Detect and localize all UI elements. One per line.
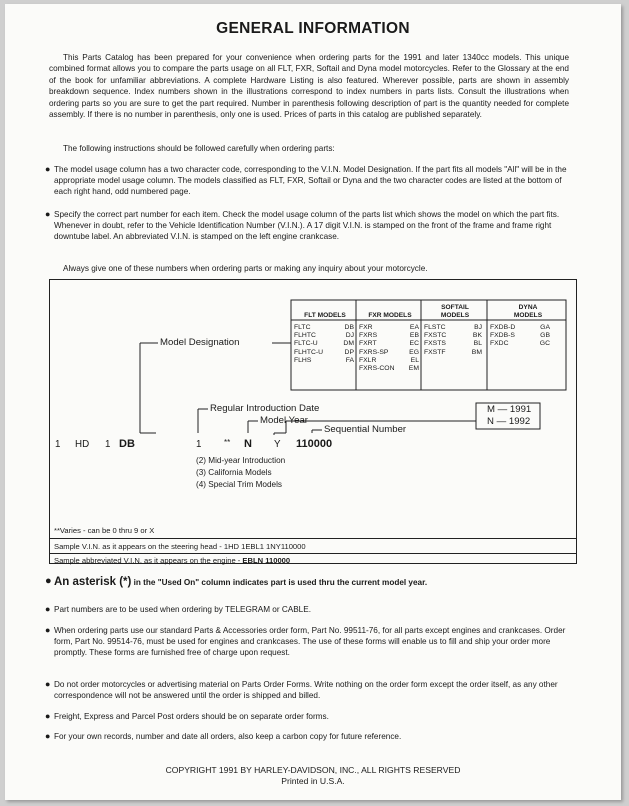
always-give-note: Always give one of these numbers when ordering parts or making any inquiry about your motorcycle.	[63, 264, 428, 273]
bullet-icon: ●	[45, 679, 51, 689]
model-code: BL	[473, 340, 482, 348]
sample-vin: Sample V.I.N. as it appears on the steering head - 1HD 1EBL1 1NY110000	[54, 542, 306, 551]
fxr-model-list	[359, 324, 419, 373]
vin-part: DB	[119, 438, 135, 450]
varies-note: **Varies - can be 0 thru 9 or X	[54, 526, 155, 535]
model-row	[490, 340, 550, 348]
bullet-icon: ●	[45, 164, 51, 174]
model-row	[359, 332, 419, 340]
bullet-icon: ●	[45, 209, 51, 219]
model-code: GA	[540, 324, 550, 331]
page-title: GENERAL INFORMATION	[216, 20, 410, 37]
model-row	[294, 357, 354, 365]
model-row	[359, 357, 419, 365]
model-name: FLHTC	[294, 332, 316, 340]
model-row	[359, 349, 419, 357]
asterisk-note: ● An asterisk (*) in the "Used On" column indicates part is used thru the current model year.	[45, 575, 428, 588]
bullet-order-forms: ● When ordering parts use our standard Parts & Accessories order form, Part No. 99511-76, for all parts except engines and crankcases. Order form, Part No. 99514-76, must be used for engines and crankcases. The use of these forms will enable us to fill and ship your order more promptly. These forms are furnished free of charge upon request.	[45, 625, 566, 658]
model-name: FXR	[359, 324, 373, 331]
model-code: BJ	[474, 324, 482, 331]
bullet-do-not-order: ● Do not order motorcycles or advertising material on Parts Order Forms. Write nothing on the order form except the order itself, as any other correspondence will not be answered until the order is shipped and billed.	[45, 679, 558, 701]
model-code: BK	[472, 332, 482, 340]
model-row	[359, 365, 419, 373]
dyna-model-list	[490, 324, 550, 349]
model-code: DB	[344, 324, 354, 331]
model-code: DJ	[345, 332, 354, 340]
model-name: FXRS-SP	[359, 348, 389, 356]
vin-part: 1	[105, 439, 111, 450]
vin-part: N	[244, 438, 252, 450]
model-name: FXLR	[359, 356, 377, 364]
vin-part: Y	[274, 439, 281, 450]
model-name: FLHTC-U	[294, 348, 324, 356]
vin-part: **	[224, 438, 231, 447]
dyna-header-2: MODELS	[513, 312, 543, 319]
model-name: FLSTC	[424, 324, 446, 331]
model-row	[294, 349, 354, 357]
model-code: EG	[409, 348, 419, 356]
sequential-number-label: Sequential Number	[324, 424, 407, 435]
bullet-icon: ●	[45, 575, 52, 587]
model-name: FLHS	[294, 356, 312, 364]
model-row	[424, 349, 482, 357]
model-code: EL	[410, 356, 419, 364]
vin-diagram-box	[49, 279, 577, 564]
model-code: DP	[344, 348, 354, 356]
model-name: FXDC	[490, 340, 509, 348]
model-name: FXDB-D	[490, 324, 516, 331]
model-row	[294, 324, 354, 332]
flt-models-header: FLT MODELS	[304, 312, 346, 319]
bullet-freight: ● Freight, Express and Parcel Post orders should be on separate order forms.	[45, 711, 329, 721]
sample-abbreviated-vin: Sample abbreviated V.I.N. as it appears on the engine - EBLN 110000	[54, 556, 291, 565]
model-name: FLTC	[294, 324, 311, 331]
year-code-n: N — 1992	[487, 416, 531, 427]
model-code: GC	[539, 340, 550, 348]
bullet-model-usage: ● The model usage column has a two character code, corresponding to the V.I.N. Model Designation. If the part fits all models "All" will be in the appropriate model usage column. The models classified as FLT, FXR, Softail or Dyna and the two character codes are listed at the bottom of each right hand, odd numbered page.	[45, 164, 567, 197]
bullet-records: ● For your own records, number and date all orders, also keep a carbon copy for future reference.	[45, 731, 402, 741]
vin-part: HD	[75, 439, 90, 450]
model-row	[424, 332, 482, 340]
model-row	[424, 324, 482, 332]
model-row	[294, 332, 354, 340]
model-code: DM	[343, 340, 354, 348]
bullet-icon: ●	[45, 625, 51, 635]
bullet-icon: ●	[45, 604, 51, 614]
softail-header-1: SOFTAIL	[441, 304, 469, 311]
bullet-telegram: ● Part numbers are to be used when ordering by TELEGRAM or CABLE.	[45, 604, 311, 614]
model-name: FLTC-U	[294, 340, 318, 348]
copyright: COPYRIGHT 1991 BY HARLEY-DAVIDSON, INC., ALL RIGHTS RESERVED	[165, 765, 461, 775]
softail-header-2: MODELS	[440, 312, 470, 319]
intro-code-list: (2) Mid-year Introduction (3) California Models (4) Special Trim Models	[196, 456, 286, 489]
model-code: EC	[409, 340, 419, 348]
vin-part: 110000	[296, 438, 333, 450]
model-name: FXSTC	[424, 332, 447, 340]
year-code-m: M — 1991	[487, 404, 532, 415]
fxr-models-header: FXR MODELS	[368, 312, 412, 319]
model-row	[359, 340, 419, 348]
model-row	[490, 332, 550, 340]
model-designation-label: Model Designation	[160, 337, 240, 348]
bullet-icon: ●	[45, 711, 51, 721]
model-row	[294, 340, 354, 348]
model-code: EA	[409, 324, 419, 331]
model-code: EB	[409, 332, 419, 340]
model-name: FXDB-S	[490, 332, 515, 340]
dyna-header-1: DYNA	[518, 304, 538, 311]
vin-part: 1	[196, 439, 202, 450]
catalog-page	[5, 4, 621, 800]
model-code: EM	[408, 365, 419, 373]
bullet-icon: ●	[45, 731, 51, 741]
softail-model-list	[424, 324, 482, 357]
model-code: GB	[540, 332, 550, 340]
vin-part: 1	[55, 439, 61, 450]
model-row	[359, 324, 419, 332]
flt-model-list	[294, 324, 354, 365]
model-name: FXRT	[359, 340, 377, 348]
bullet-part-number: ● Specify the correct part number for each item. Check the model usage column of the parts list which shows the model on which the part fits. Whenever in doubt, refer to the Vehicle Identification Number (V.I.N.). A 17 digit V.I.N. is stamped on the front of the frame and frame right downtube label. An abbreviated V.I.N. is stamped on the left engine crankcase.	[45, 209, 560, 242]
model-name: FXSTF	[424, 348, 446, 356]
model-name: FXRS-CON	[359, 365, 395, 373]
model-name: FXRS	[359, 332, 378, 340]
model-year-label: Model Year	[260, 415, 309, 426]
model-name: FXSTS	[424, 340, 446, 348]
model-row	[424, 340, 482, 348]
intro-paragraph: This Parts Catalog has been prepared for your convenience when ordering parts for the 1991 and later 1340cc models. This unique combined format allows you to compare the parts usage on all FLT, FXR, Softail and Dyna model motorcycles. Refer to the Glossary at the end of the book for unfamiliar abbreviations. A complete Hardware Listing is also featured. Wherever possible, parts are shown in assembly breakdown sequence. Index numbers shown in the illustrations correspond to index numbers in parts lists. Consult the illustrations when ordering parts so you are sure to get the part required. Number in parenthesis following description of part is the quantity needed for complete assembly. If there is no number in parenthesis, only one is used. Prices of parts in this catalog are published separately.	[49, 53, 569, 120]
model-row	[490, 324, 550, 332]
model-code: BM	[471, 348, 482, 356]
instructions-lead: The following instructions should be followed carefully when ordering parts:	[63, 144, 335, 153]
printed-in: Printed in U.S.A.	[281, 776, 345, 786]
regular-intro-label: Regular Introduction Date	[210, 403, 320, 414]
model-code: FA	[345, 356, 354, 364]
